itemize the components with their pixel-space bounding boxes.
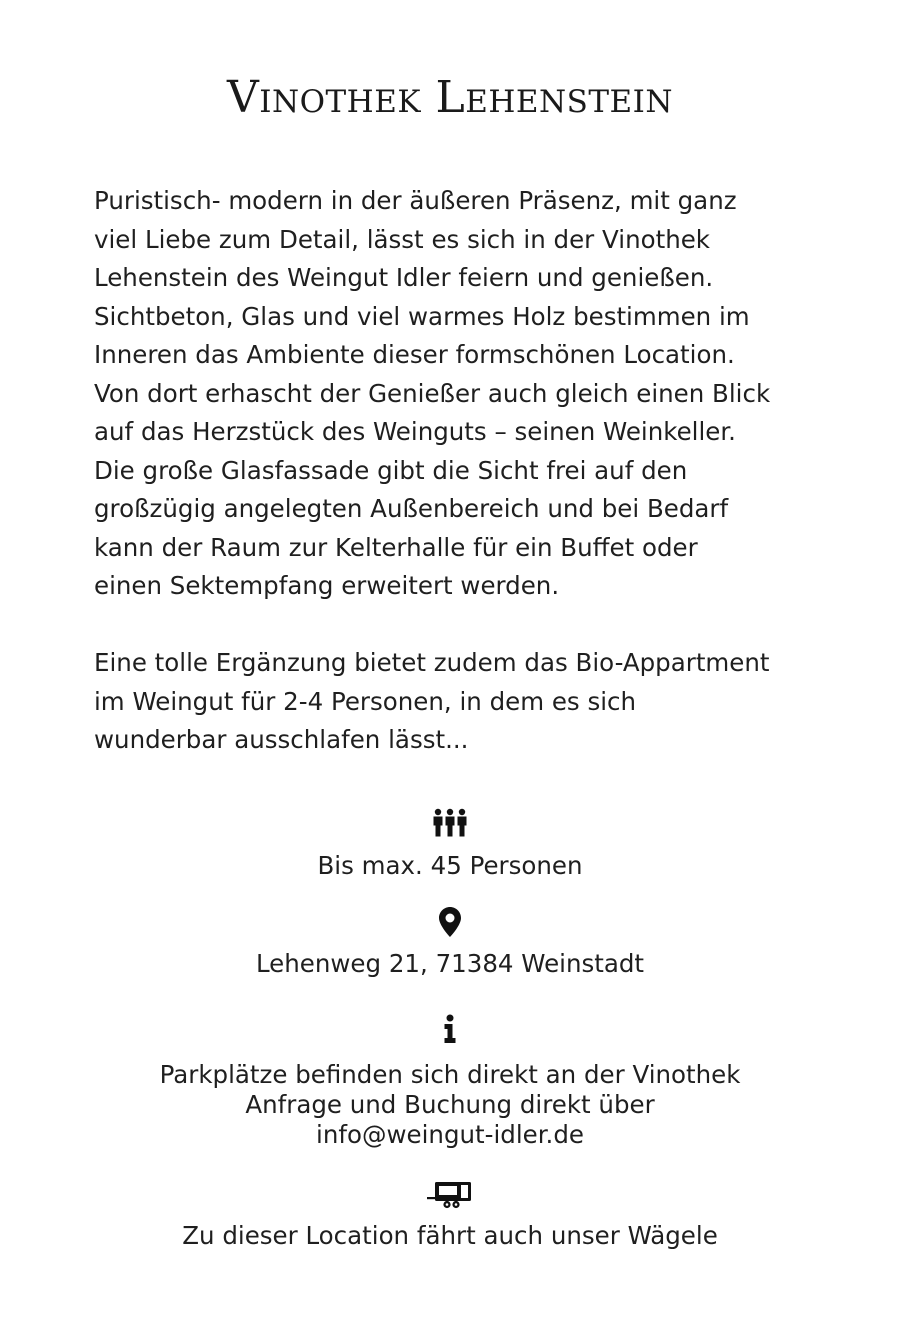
parking-text: Parkplätze befinden sich direkt an der Vinothek: [159, 1060, 741, 1089]
paragraph-line: Inneren das Ambiente dieser formschönen Location.: [94, 340, 735, 369]
address-text: Lehenweg 21, 71384 Weinstadt: [255, 949, 645, 978]
email-link[interactable]: info@weingut-idler.de: [316, 1120, 584, 1149]
trailer-text: Zu dieser Location fährt auch unser Wägele: [182, 1221, 718, 1250]
description-paragraph: [94, 182, 814, 606]
paragraph-line: Sichtbeton, Glas und viel warmes Holz bestimmen im: [94, 301, 750, 331]
paragraph-line: Eine tolle Ergänzung bietet zudem das Bio-Appartment: [94, 648, 770, 677]
paragraph-line: auf das Herzstück des Weinguts – seinen Weinkeller.: [94, 417, 736, 446]
paragraph-line: im Weingut für 2-4 Personen, in dem es sich: [94, 686, 637, 716]
paragraph-line: Puristisch- modern in der äußeren Präsenz, mit ganz: [94, 186, 737, 215]
location-pin-icon: [0, 906, 900, 938]
paragraph-line: einen Sektempfang erweitert werden.: [94, 571, 560, 600]
capacity-text: Bis max. 45 Personen: [317, 851, 583, 880]
booking-text: Anfrage und Buchung direkt über: [245, 1090, 655, 1119]
info-text-block: [0, 1060, 900, 1150]
info-icon: [0, 1014, 900, 1044]
paragraph-line: Lehenstein des Weingut Idler feiern und genießen.: [94, 263, 714, 292]
paragraph-line: Von dort erhascht der Genießer auch gleich einen Blick: [94, 378, 771, 408]
paragraph-line: großzügig angelegten Außenbereich und bei Bedarf: [94, 494, 729, 523]
paragraph-line: viel Liebe zum Detail, lässt es sich in der Vinothek: [94, 224, 710, 254]
paragraph-line: kann der Raum zur Kelterhalle für ein Buffet oder: [94, 532, 698, 562]
paragraph-line: Die große Glasfassade gibt die Sicht frei auf den: [94, 455, 688, 485]
apartment-paragraph: [94, 644, 814, 760]
people-group-icon: [0, 808, 900, 838]
page-title: Vinothek Lehenstein: [226, 72, 674, 123]
trailer-icon: [0, 1180, 900, 1210]
paragraph-line: wunderbar ausschlafen lässt...: [94, 725, 469, 754]
